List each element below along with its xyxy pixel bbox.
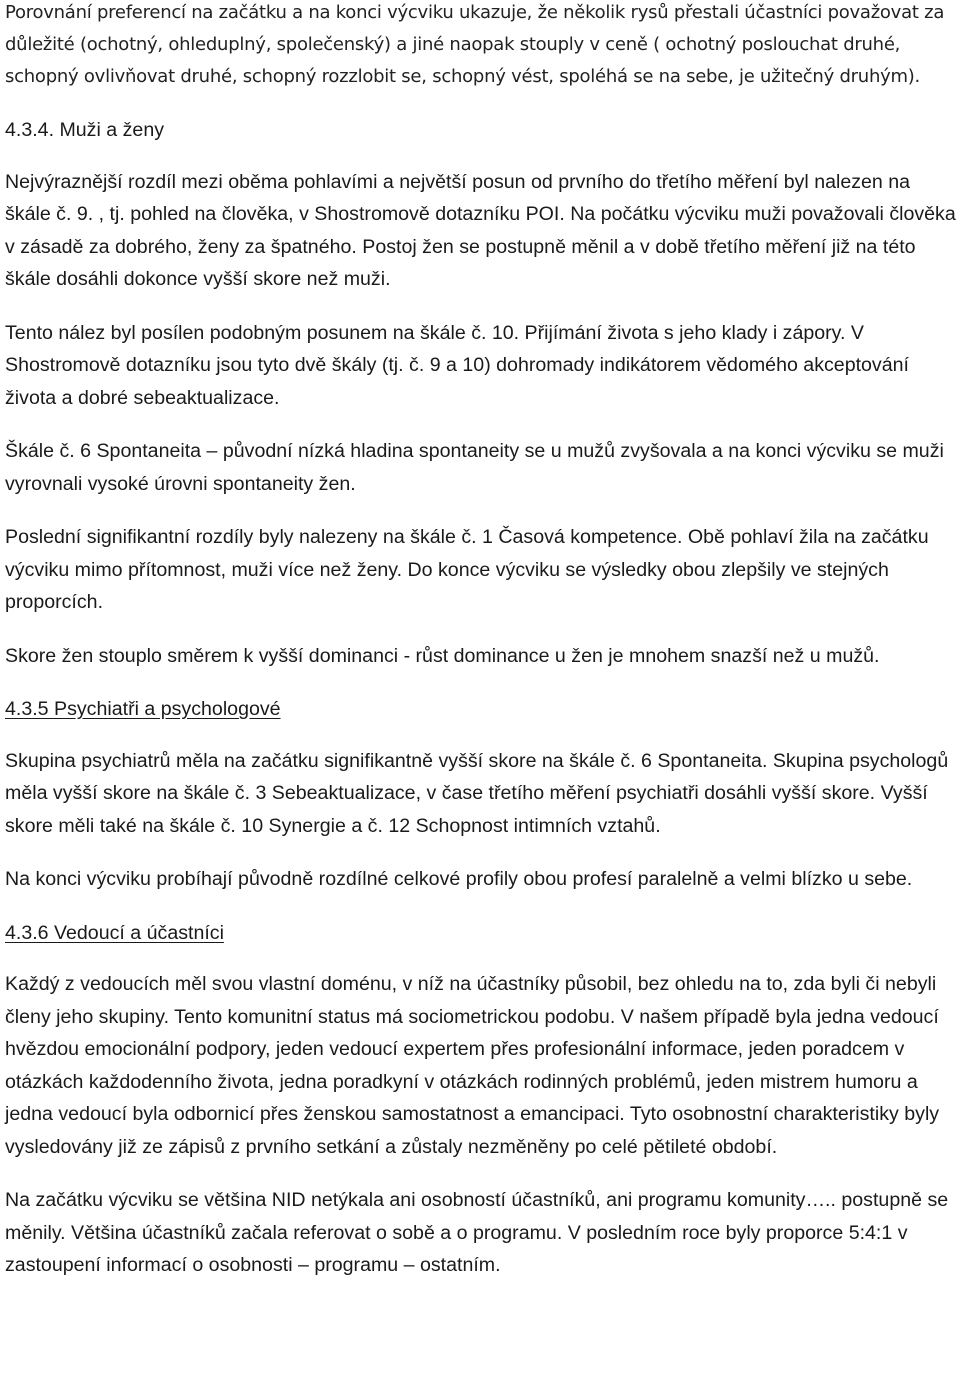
paragraph: Poslední signifikantní rozdíly byly nalezeny na škále č. 1 Časová kompetence. Obě pohlaví žila na začátku výcviku mimo přítomnost, muži více než ženy. Do konce výcviku se výsledky obou zlepšily ve stejných proporcích. [5, 526, 929, 613]
paragraph: Skupina psychiatrů měla na začátku signifikantně vyšší skore na škále č. 6 Spontaneita. Skupina psychologů měla vyšší skore na škále č. 3 Sebeaktualizace, v čase třetího měření psychiatři dosáhli vyšší skore. Vyšší skore měli také na škále č. 10 Synergie a č. 12 Schopnost intimních vztahů. [5, 749, 949, 837]
document-page [5, 0, 957, 1303]
paragraph: Na konci výcviku probíhají původně rozdílné celkové profily obou profesí paralelně a velmi blízko u sebe. [5, 868, 913, 890]
paragraph: Nejvýraznější rozdíl mezi oběma pohlavími a největší posun od prvního do třetího měření byl nalezen na škále č. 9. , tj. pohled na člověka, v Shostromově dotazníku POI. Na počátku výcviku muži považovali člověka v zásadě za dobrého, ženy za špatného. Postoj žen se postupně měnil a v době třetího měření již na této škále dosáhli dokonce vyšší skore než muži. [5, 170, 956, 290]
section-heading-psychiatri-a-psychologove: 4.3.5 Psychiatři a psychologové [5, 698, 281, 720]
paragraph: Na začátku výcviku se většina NID netýkala ani osobností účastníků, ani programu komunity….. postupně se měnily. Většina účastníků začala referovat o sobě a o programu. V posledním roce byly proporce 5:4:1 v zastoupení informací o osobnosti – programu – ostatním. [5, 1189, 949, 1276]
section-heading-vedouci-a-ucastnici: 4.3.6 Vedoucí a účastníci [5, 921, 224, 944]
section-heading-muzi-a-zeny: 4.3.4. Muži a ženy [5, 119, 165, 141]
intro-paragraph: Porovnání preferencí na začátku a na konci výcviku ukazuje, že několik rysů přestali účastníci považovat za důležité (ochotný, ohleduplný, společenský) a jiné naopak stouply v ceně ( ochotný poslouchat druhé, schopný ovlivňovat druhé, schopný rozzlobit se, schopný vést, spoléhá se na sebe, je užitečný druhým). [5, 2, 945, 87]
paragraph: Tento nález byl posílen podobným posunem na škále č. 10. Přijímání života s jeho klady i zápory. V Shostromově dotazníku jsou tyto dvě škály (tj. č. 9 a 10) dohromady indikátorem vědomého akceptování života a dobré sebeaktualizace. [5, 321, 909, 409]
paragraph: Každý z vedoucích měl svou vlastní doménu, v níž na účastníky působil, bez ohledu na to, zda byli či nebyli členy jeho skupiny. Tento komunitní status má sociometrickou podobu. V našem případě byla jedna vedoucí hvězdou emocionální podpory, jeden vedoucí expertem přes profesionální informace, jeden poradcem v otázkách každodenního života, jedna poradkyní v otázkách rodinných problémů, jeden mistrem humoru a jedna vedoucí byla odbornicí přes ženskou samostatnost a emancipaci. Tyto osobnostní charakteristiky byly vysledovány již ze zápisů z prvního setkání a zůstaly nezměněny po celé pětileté období. [5, 973, 940, 1158]
paragraph: Skore žen stouplo směrem k vyšší dominanci - růst dominance u žen je mnohem snazší než u mužů. [5, 644, 880, 667]
paragraph: Škále č. 6 Spontaneita – původní nízká hladina spontaneity se u mužů zvyšovala a na konci výcviku se muži vyrovnali vysoké úrovni spontaneity žen. [5, 440, 944, 495]
